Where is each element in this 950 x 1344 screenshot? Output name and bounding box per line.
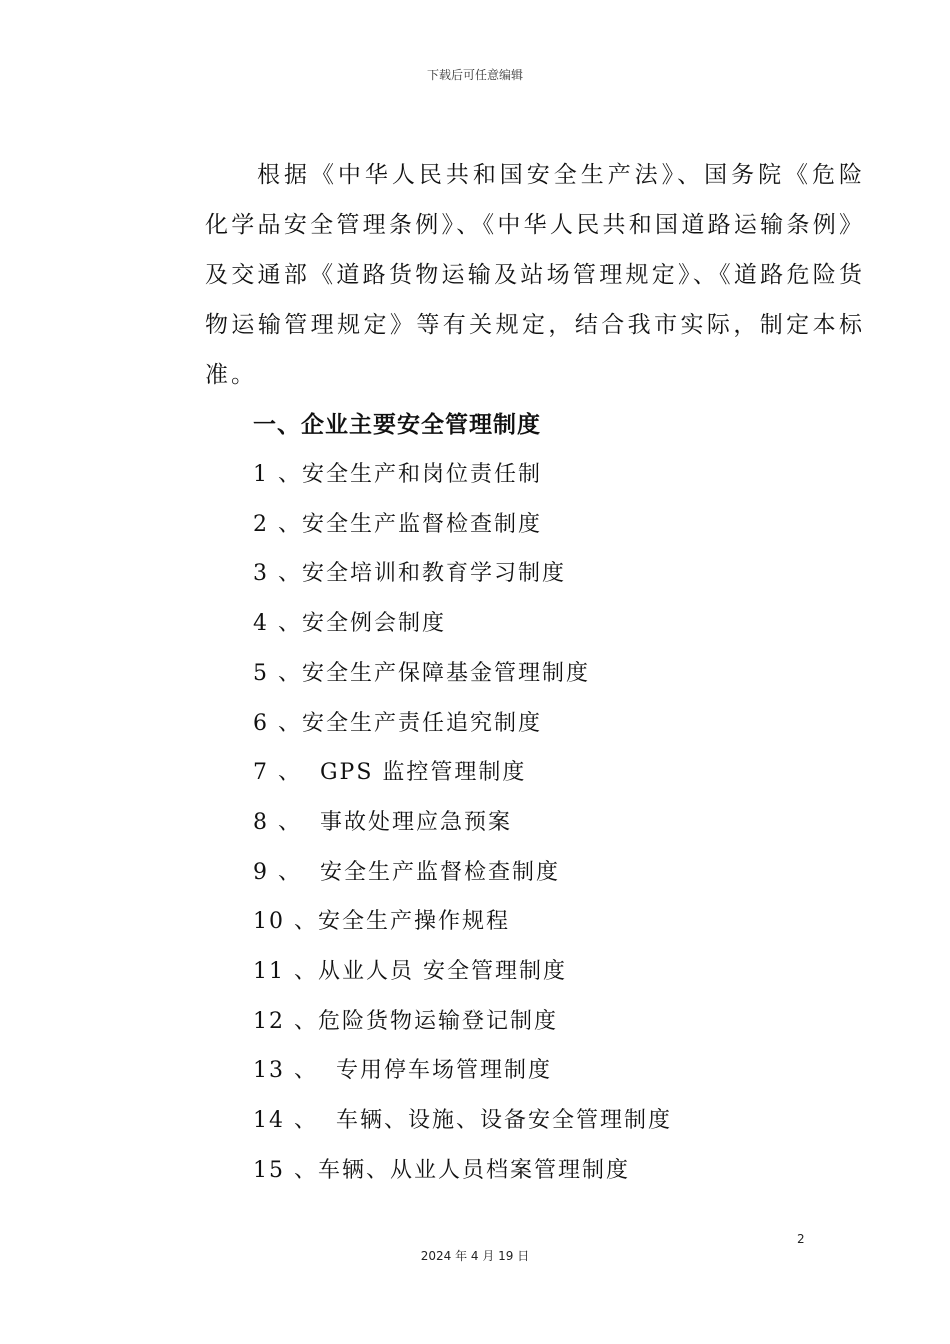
list-item: 5 、安全生产保障基金管理制度 [253,660,590,686]
list-item: 10 、安全生产操作规程 [253,909,510,935]
page-number: 2 [797,1232,805,1246]
list-item: 7 、 GPS 监控管理制度 [253,760,527,786]
list-item: 6 、安全生产责任追究制度 [253,710,542,736]
section-title: 一、企业主要安全管理制度 [253,412,541,438]
page-header: 下载后可任意编辑 [426,68,523,82]
document-body [205,150,865,1196]
list-item: 1 、安全生产和岗位责任制 [253,462,542,487]
list-item: 11 、从业人员 安全管理制度 [253,959,567,985]
list-item: 2 、安全生产监督检查制度 [253,511,542,537]
list-item: 3 、安全培训和教育学习制度 [253,561,566,587]
footer-date: 2024 年 4 月 19 日 [420,1249,530,1263]
list-item: 14 、 车辆、设施、设备安全管理制度 [253,1108,672,1134]
list-item: 8 、 事故处理应急预案 [253,809,512,835]
list-item: 12 、危险货物运输登记制度 [253,1008,558,1034]
list-item: 9 、 安全生产监督检查制度 [253,859,560,885]
intro-paragraph: 根据《中华人民共和国安全生产法》、国务院《危险化学品安全管理条例》、《中华人民共和国道路运输条例》及交通部《道路货物运输及站场管理规定》、《道路危险货物运输管理规定》等有关规定，结合我市实际，制定本标准。 [205,162,865,388]
list-item: 4 、安全例会制度 [253,611,446,637]
list-item: 15 、车辆、从业人员档案管理制度 [253,1157,630,1183]
list-item: 13 、 专用停车场管理制度 [253,1058,552,1084]
regulation-list [205,450,865,1196]
